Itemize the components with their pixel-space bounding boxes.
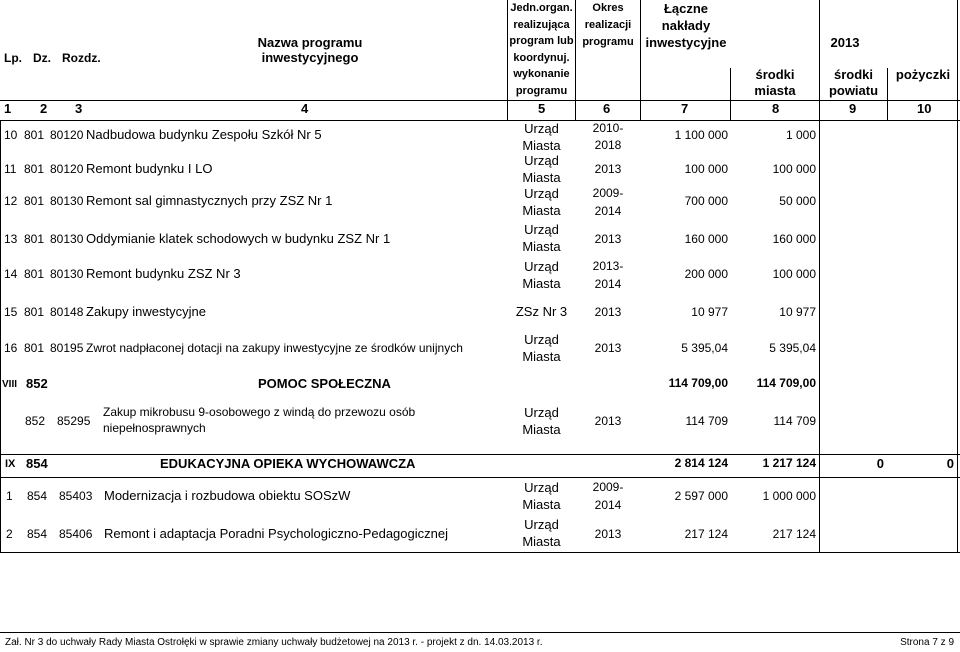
section-powiatu: 0 bbox=[876, 456, 884, 471]
row-laczne: 114 709 bbox=[685, 414, 728, 428]
row-jedn-2: Miasta bbox=[522, 170, 561, 185]
header-okres-3: programu bbox=[582, 36, 634, 48]
row-rozdz: 80195 bbox=[50, 341, 84, 355]
col-num: 3 bbox=[75, 101, 83, 116]
row-jedn-2: Miasta bbox=[522, 276, 561, 291]
header-jedn: Jedn.organ. bbox=[510, 2, 573, 14]
col-num: 4 bbox=[301, 101, 309, 116]
row-laczne: 2 597 000 bbox=[674, 489, 728, 503]
row-laczne: 5 395,04 bbox=[681, 341, 728, 355]
row-lp: 2 bbox=[6, 527, 13, 541]
section-miasta: 1 217 124 bbox=[762, 456, 816, 470]
section-roman: VIII bbox=[2, 379, 18, 390]
row-okres-2: 2014 bbox=[594, 498, 622, 512]
row-okres: 2013 bbox=[594, 414, 622, 428]
row-dz: 854 bbox=[27, 527, 48, 541]
row-lp: 13 bbox=[4, 232, 18, 246]
section-miasta: 114 709,00 bbox=[756, 376, 816, 390]
row-laczne: 100 000 bbox=[684, 162, 728, 176]
header-srodki-miasta: środki bbox=[755, 67, 795, 82]
row-miasta: 217 124 bbox=[772, 527, 816, 541]
col-num: 2 bbox=[40, 101, 48, 116]
footer-text: Zał. Nr 3 do uchwały Rady Miasta Ostrołęki w sprawie zmiany uchwały budżetowej na 2013 r. - projekt z dn. 14.03.2013 r. bbox=[5, 637, 543, 648]
section-dz: 854 bbox=[26, 456, 48, 471]
row-name: Zwrot nadpłaconej dotacji na zakupy inwestycyjne ze środków unijnych bbox=[86, 341, 463, 355]
col-num: 7 bbox=[681, 101, 689, 116]
row-jedn: Urząd bbox=[524, 405, 559, 420]
row-okres: 2013 bbox=[594, 527, 622, 541]
page-number: Strona 7 z 9 bbox=[900, 637, 954, 648]
row-miasta: 160 000 bbox=[772, 232, 816, 246]
header-pozyczki: pożyczki bbox=[895, 67, 951, 82]
row-rozdz: 80148 bbox=[50, 305, 84, 319]
header-nazwa-2: inwestycyjnego bbox=[261, 50, 359, 65]
row-name: Zakupy inwestycyjne bbox=[86, 304, 206, 319]
row-okres: 2013 bbox=[594, 341, 622, 355]
row-dz: 801 bbox=[24, 305, 45, 319]
row-jedn: Urząd bbox=[524, 186, 559, 201]
row-name: Nadbudowa budynku Zespołu Szkół Nr 5 bbox=[86, 127, 322, 142]
row-jedn-2: Miasta bbox=[522, 497, 561, 512]
row-okres-2: 2014 bbox=[594, 277, 622, 291]
col-num: 5 bbox=[538, 101, 546, 116]
header-nazwa: Nazwa programu bbox=[257, 35, 363, 50]
row-dz: 801 bbox=[24, 232, 45, 246]
header-laczne: Łączne bbox=[663, 1, 709, 16]
row-jedn-2: Miasta bbox=[522, 138, 561, 153]
header-okres-2: realizacji bbox=[584, 19, 632, 31]
row-lp: 12 bbox=[4, 194, 18, 208]
row-okres-2: 2018 bbox=[594, 138, 622, 152]
header-srodki-miasta-2: miasta bbox=[754, 83, 796, 98]
row-dz: 801 bbox=[24, 194, 45, 208]
row-name: Oddymianie klatek schodowych w budynku ZSZ Nr 1 bbox=[86, 231, 391, 246]
row-laczne: 217 124 bbox=[684, 527, 728, 541]
row-rozdz: 80120 bbox=[50, 162, 84, 176]
row-lp: 15 bbox=[4, 305, 18, 319]
row-jedn: Urząd bbox=[524, 259, 559, 274]
row-rozdz: 85295 bbox=[57, 414, 91, 428]
row-miasta: 50 000 bbox=[779, 194, 816, 208]
row-jedn: Urząd bbox=[524, 480, 559, 495]
row-jedn: Urząd bbox=[524, 153, 559, 168]
section-roman: IX bbox=[5, 458, 16, 470]
row-dz: 801 bbox=[24, 267, 45, 281]
row-okres: 2009- bbox=[592, 480, 624, 494]
row-name-2: niepełnosprawnych bbox=[103, 421, 206, 435]
row-jedn-2: Miasta bbox=[522, 349, 561, 364]
row-miasta: 1 000 bbox=[785, 128, 816, 142]
row-lp: 16 bbox=[4, 341, 18, 355]
row-laczne: 700 000 bbox=[684, 194, 728, 208]
row-miasta: 114 709 bbox=[773, 414, 816, 428]
header-laczne-2: nakłady bbox=[661, 18, 711, 33]
header-dz: Dz. bbox=[33, 51, 51, 65]
row-laczne: 10 977 bbox=[691, 305, 728, 319]
row-dz: 801 bbox=[24, 128, 45, 142]
row-lp: 11 bbox=[4, 162, 17, 176]
row-laczne: 160 000 bbox=[684, 232, 728, 246]
row-dz: 852 bbox=[25, 414, 46, 428]
section-title: POMOC SPOŁECZNA bbox=[258, 376, 391, 391]
header-jedn-3: program lub bbox=[509, 35, 574, 47]
header-jedn-4: koordynuj. bbox=[513, 52, 570, 64]
row-okres: 2013 bbox=[594, 305, 622, 319]
row-jedn-2: Miasta bbox=[522, 203, 561, 218]
section-title: EDUKACYJNA OPIEKA WYCHOWAWCZA bbox=[160, 456, 416, 471]
row-jedn-2: Miasta bbox=[522, 422, 561, 437]
row-jedn: Urząd bbox=[524, 332, 559, 347]
row-name: Remont i adaptacja Poradni Psychologiczno-Pedagogicznej bbox=[104, 526, 448, 541]
row-name: Zakup mikrobusu 9-osobowego z windą do przewozu osób bbox=[103, 405, 416, 419]
row-miasta: 100 000 bbox=[772, 162, 816, 176]
header-okres: Okres bbox=[592, 2, 624, 14]
row-name: Remont budynku I LO bbox=[86, 161, 213, 176]
section-dz: 852 bbox=[26, 376, 48, 391]
row-lp: 10 bbox=[4, 128, 18, 142]
header-rozdz: Rozdz. bbox=[62, 51, 101, 65]
row-miasta: 100 000 bbox=[772, 267, 816, 281]
row-lp: 1 bbox=[6, 489, 13, 503]
row-miasta: 5 395,04 bbox=[769, 341, 816, 355]
row-rozdz: 85406 bbox=[59, 527, 93, 541]
header-lp: Lp. bbox=[4, 51, 22, 65]
row-jedn: Urząd bbox=[524, 121, 559, 136]
header-srodki-powiatu: środki bbox=[833, 67, 873, 82]
row-jedn: Urząd bbox=[524, 222, 559, 237]
header-jedn-2: realizująca bbox=[513, 19, 570, 31]
col-num: 6 bbox=[603, 101, 611, 116]
row-okres: 2013 bbox=[594, 162, 622, 176]
row-rozdz: 80130 bbox=[50, 194, 84, 208]
row-okres: 2010- bbox=[592, 121, 624, 135]
row-okres: 2013 bbox=[594, 232, 622, 246]
row-dz: 854 bbox=[27, 489, 48, 503]
row-name: Remont sal gimnastycznych przy ZSZ Nr 1 bbox=[86, 193, 333, 208]
col-num: 8 bbox=[772, 101, 780, 116]
row-jedn: Urząd bbox=[524, 517, 559, 532]
row-rozdz: 85403 bbox=[59, 489, 93, 503]
col-num: 1 bbox=[4, 101, 12, 116]
row-miasta: 1 000 000 bbox=[762, 489, 816, 503]
row-jedn-2: Miasta bbox=[522, 239, 561, 254]
row-rozdz: 80120 bbox=[50, 128, 84, 142]
row-lp: 14 bbox=[4, 267, 18, 281]
row-rozdz: 80130 bbox=[50, 232, 84, 246]
section-laczne: 114 709,00 bbox=[668, 376, 728, 390]
row-okres-2: 2014 bbox=[594, 204, 622, 218]
col-num: 9 bbox=[849, 101, 857, 116]
row-laczne: 1 100 000 bbox=[674, 128, 728, 142]
row-laczne: 200 000 bbox=[684, 267, 728, 281]
row-name: Remont budynku ZSZ Nr 3 bbox=[86, 266, 241, 281]
row-okres: 2013- bbox=[592, 259, 624, 273]
header-srodki-powiatu-2: powiatu bbox=[828, 83, 879, 98]
row-jedn: ZSz Nr 3 bbox=[515, 304, 568, 319]
col-num: 10 bbox=[917, 101, 932, 116]
row-miasta: 10 977 bbox=[779, 305, 816, 319]
header-jedn-5: wykonanie bbox=[513, 68, 570, 80]
row-jedn-2: Miasta bbox=[522, 534, 561, 549]
header-laczne-3: inwestycyjne bbox=[645, 35, 727, 50]
row-name: Modernizacja i rozbudowa obiektu SOSzW bbox=[104, 488, 351, 503]
row-rozdz: 80130 bbox=[50, 267, 84, 281]
section-laczne: 2 814 124 bbox=[674, 456, 728, 470]
row-okres: 2009- bbox=[592, 186, 624, 200]
row-dz: 801 bbox=[24, 162, 45, 176]
header-jedn-6: programu bbox=[515, 85, 568, 97]
row-dz: 801 bbox=[24, 341, 45, 355]
header-year: 2013 bbox=[830, 35, 860, 50]
section-pozyczki: 0 bbox=[946, 456, 954, 471]
